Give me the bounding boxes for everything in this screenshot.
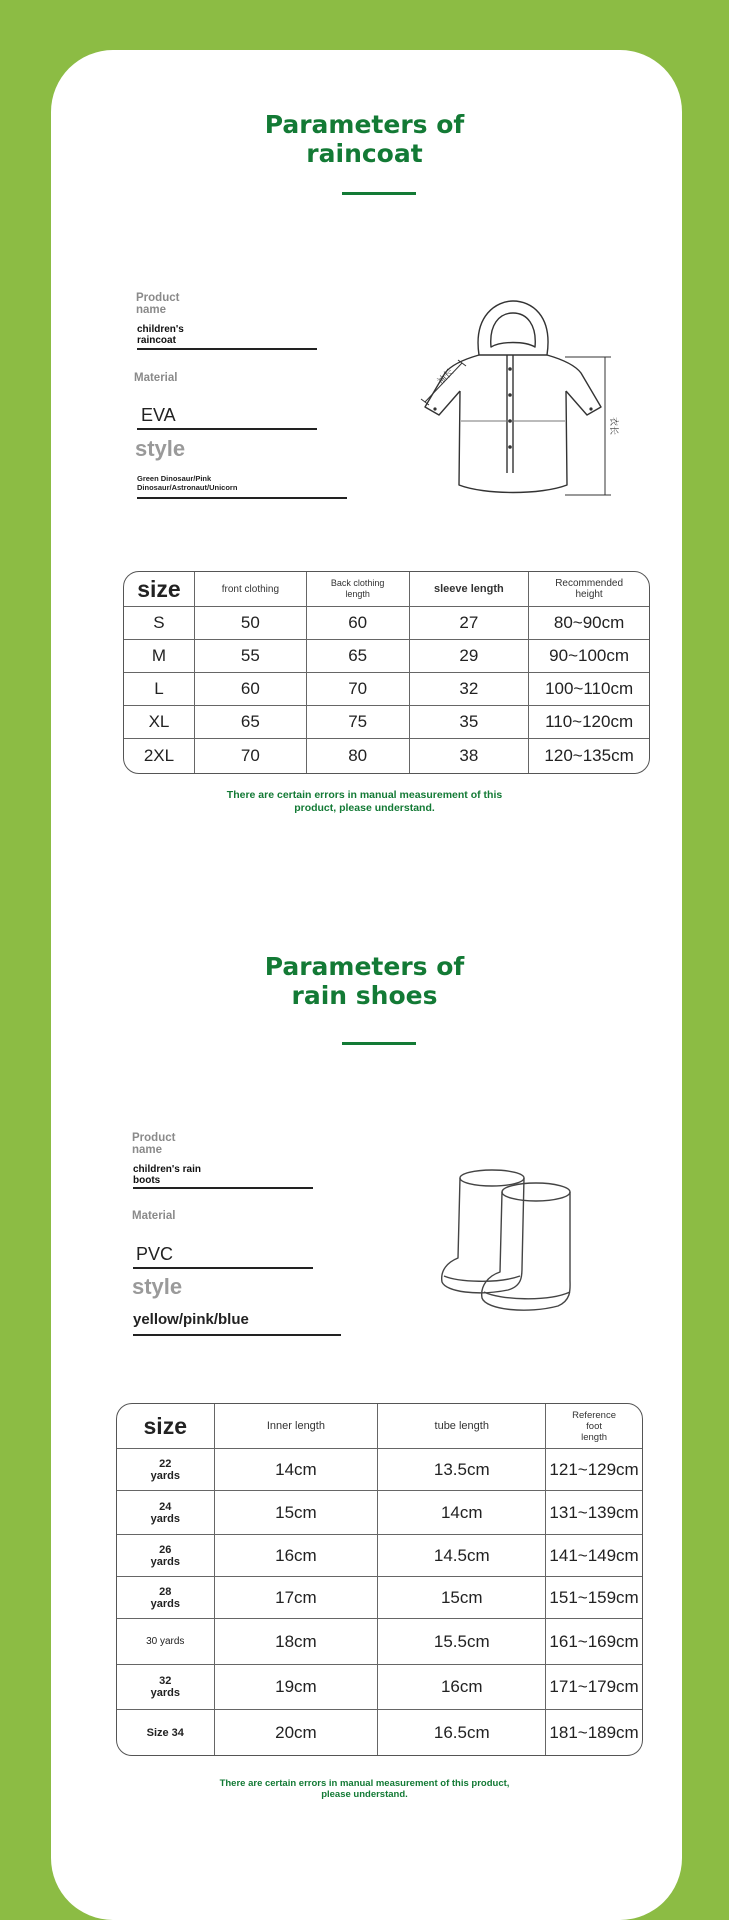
- table-row: [124, 739, 649, 773]
- cell-front-clothing: 70: [195, 739, 307, 773]
- raincoat-size-table: [123, 571, 650, 774]
- cell-back-length: 80: [307, 739, 410, 773]
- cell-size: 24 yards: [117, 1491, 215, 1535]
- cell-height: 100~110cm: [529, 673, 649, 706]
- cell-foot-length: 161~169cm: [546, 1619, 642, 1665]
- cell-back-length: 75: [307, 706, 410, 739]
- cell-foot-length: 181~189cm: [549, 1722, 639, 1742]
- cell-size: M: [124, 640, 195, 673]
- shoes-material-value: PVC: [136, 1244, 174, 1264]
- cell-height: 90~100cm: [529, 640, 649, 673]
- cell-foot-length: 151~159cm: [546, 1577, 642, 1619]
- table-row: [117, 1577, 642, 1619]
- cell-size: 2XL: [124, 739, 195, 773]
- cell-tube-length: 16.5cm: [378, 1710, 546, 1755]
- cell-inner-length: 16cm: [215, 1535, 379, 1577]
- shoes-product-name-value: children's rain boots: [133, 1164, 201, 1186]
- cell-front-clothing: 60: [195, 673, 307, 706]
- diagram-length-label: 衣长: [608, 417, 618, 436]
- cell-sleeve-length: 32: [410, 673, 530, 706]
- cell-inner-length: 20cm: [215, 1710, 379, 1755]
- cell-sleeve-length: 35: [410, 706, 530, 739]
- rain-boots-illustration: [438, 1158, 618, 1338]
- raincoat-style-underline: [137, 497, 347, 499]
- raincoat-material-underline: [137, 428, 317, 430]
- raincoat-style-label: style: [135, 436, 186, 461]
- cell-inner-length: 18cm: [215, 1619, 379, 1665]
- cell-size: 28 yards: [117, 1577, 215, 1619]
- cell-back-length: 70: [307, 673, 410, 706]
- cell-height: 120~135cm: [544, 746, 634, 765]
- cell-tube-length: 13.5cm: [378, 1449, 546, 1491]
- table-row: [117, 1491, 642, 1535]
- cell-size: 32 yards: [117, 1665, 215, 1710]
- cell-size: 30 yards: [117, 1619, 215, 1665]
- cell-size: L: [124, 673, 195, 706]
- cell-sleeve-length: 29: [410, 640, 530, 673]
- shoes-style-underline: [133, 1334, 341, 1336]
- cell-tube-length: 14cm: [378, 1491, 546, 1535]
- shoes-table-header: [117, 1404, 642, 1449]
- cell-size: XL: [124, 706, 195, 739]
- table-row: [117, 1449, 642, 1491]
- shoes-title-underline: [342, 1042, 416, 1045]
- raincoat-table-header: [124, 572, 649, 607]
- header-reference-foot-length: Reference foot length: [546, 1404, 642, 1449]
- shoes-size-table: [116, 1403, 643, 1756]
- cell-sleeve-length: 27: [410, 607, 530, 640]
- cell-foot-length: 171~179cm: [546, 1665, 642, 1710]
- diagram-sleeve-label: 袖长: [436, 367, 456, 388]
- shoes-title: Parameters of rain shoes: [264, 952, 465, 1010]
- header-front-clothing: front clothing: [195, 572, 307, 607]
- table-row: [124, 640, 649, 673]
- shoes-style-value: yellow/pink/blue: [133, 1311, 249, 1328]
- shoes-product-name-underline: [133, 1187, 313, 1189]
- header-tube-length: tube length: [378, 1404, 546, 1449]
- cell-tube-length: 15.5cm: [378, 1619, 546, 1665]
- table-row: [117, 1535, 642, 1577]
- table-row: [117, 1619, 642, 1665]
- cell-inner-length: 15cm: [215, 1491, 379, 1535]
- table-row: [124, 673, 649, 706]
- raincoat-title-underline: [342, 192, 416, 195]
- cell-front-clothing: 55: [195, 640, 307, 673]
- raincoat-material-value: EVA: [141, 405, 176, 425]
- raincoat-title: Parameters of raincoat: [264, 110, 465, 168]
- table-row: [117, 1665, 642, 1710]
- cell-tube-length: 14.5cm: [378, 1535, 546, 1577]
- table-row: [117, 1710, 642, 1755]
- cell-back-length: 60: [307, 607, 410, 640]
- raincoat-material-label: Material: [134, 372, 178, 384]
- cell-front-clothing: 65: [195, 706, 307, 739]
- raincoat-measurement-note: There are certain errors in manual measurement of this product, please understand.: [226, 789, 503, 814]
- cell-tube-length: 15cm: [378, 1577, 546, 1619]
- cell-inner-length: 19cm: [215, 1665, 379, 1710]
- cell-height: 110~120cm: [529, 706, 649, 739]
- table-row: [124, 706, 649, 739]
- cell-size: S: [124, 607, 195, 640]
- header-sleeve-length: sleeve length: [410, 572, 530, 607]
- shoes-measurement-note: There are certain errors in manual measurement of this product, please understand.: [219, 1778, 510, 1800]
- cell-foot-length: 131~139cm: [546, 1491, 642, 1535]
- raincoat-product-name-label: Product name: [136, 292, 180, 316]
- cell-height: 80~90cm: [529, 607, 649, 640]
- table-row: [124, 607, 649, 640]
- shoes-style-label: style: [132, 1274, 183, 1299]
- cell-foot-length: 121~129cm: [546, 1449, 642, 1491]
- header-inner-length: Inner length: [215, 1404, 379, 1449]
- header-back-clothing-length: Back clothing length: [307, 572, 410, 607]
- cell-size: Size 34: [117, 1710, 215, 1755]
- cell-foot-length: 141~149cm: [546, 1535, 642, 1577]
- cell-sleeve-length: 38: [410, 739, 530, 773]
- cell-size: 26 yards: [117, 1535, 215, 1577]
- cell-inner-length: 14cm: [215, 1449, 379, 1491]
- shoes-product-name-label: Product name: [132, 1132, 176, 1156]
- cell-back-length: 65: [307, 640, 410, 673]
- header-recommended-height: Recommended height: [529, 572, 649, 607]
- header-size: size: [124, 572, 195, 607]
- cell-tube-length: 16cm: [378, 1665, 546, 1710]
- cell-inner-length: 17cm: [215, 1577, 379, 1619]
- raincoat-style-value: Green Dinosaur/Pink Dinosaur/Astronaut/Unicorn: [137, 474, 238, 492]
- shoes-material-label: Material: [132, 1210, 176, 1222]
- raincoat-illustration: [415, 295, 635, 500]
- raincoat-product-name-value: children's raincoat: [137, 324, 184, 346]
- raincoat-product-name-underline: [137, 348, 317, 350]
- shoes-material-underline: [133, 1267, 313, 1269]
- header-size: size: [117, 1404, 215, 1449]
- cell-front-clothing: 50: [195, 607, 307, 640]
- cell-size: 22 yards: [117, 1449, 215, 1491]
